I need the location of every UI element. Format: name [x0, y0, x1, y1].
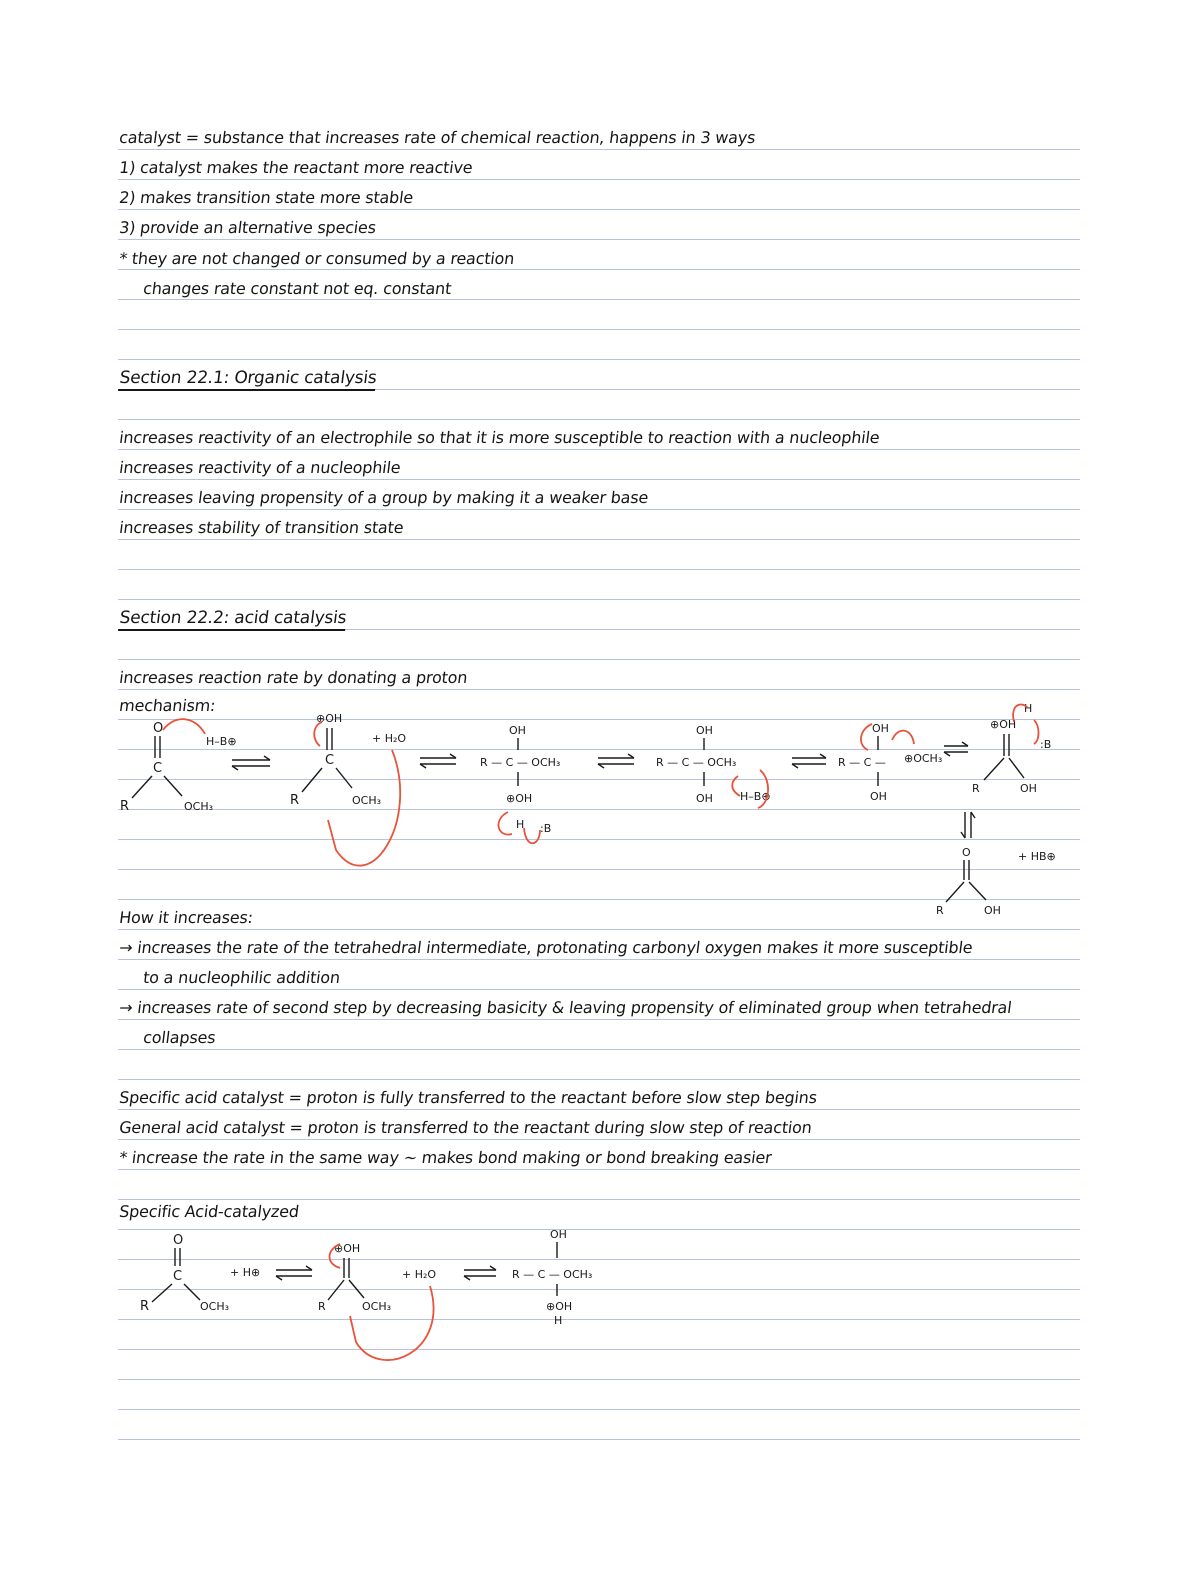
- hydroxyl-label: OH: [984, 904, 1001, 917]
- carbonyl-carbon: C: [325, 753, 335, 768]
- equilibrium-arrow-icon: [792, 754, 826, 768]
- curved-arrow-icon: [1034, 720, 1039, 744]
- curved-arrow-icon: [163, 719, 205, 734]
- rule-line: [118, 509, 1080, 510]
- way-3: 3) provide an alternative species: [118, 218, 378, 237]
- base-label: :B: [1040, 738, 1052, 751]
- hydrogen-label: H: [1024, 702, 1033, 715]
- way-2: 2) makes transition state more stable: [118, 188, 415, 207]
- oxonium-oh: ⊕OH: [506, 792, 533, 805]
- how-point-2a: → increases rate of second step by decreasing basicity & leaving propensity of eliminated group when tetrahedral: [118, 998, 1013, 1017]
- rule-line: [118, 569, 1080, 570]
- rule-line: [118, 269, 1080, 270]
- carbonyl-oxygen: O: [173, 1233, 184, 1248]
- r-c: R — C —: [838, 756, 886, 769]
- acid-hb: H–B⊕: [740, 790, 771, 803]
- carbonyl-oxygen: O: [153, 721, 164, 736]
- rule-line: [118, 209, 1080, 210]
- curved-arrow-icon: [892, 731, 914, 744]
- r-group: R: [120, 799, 130, 814]
- rule-line: [118, 149, 1080, 150]
- s221-line-4: increases stability of transition state: [118, 518, 405, 537]
- note-rate-constant: changes rate constant not eq. constant: [142, 279, 453, 298]
- r-group: R: [290, 793, 300, 808]
- hydroxyl-label: OH: [696, 724, 713, 737]
- methoxy-group: OCH₃: [184, 800, 214, 813]
- curved-arrow-icon: [732, 776, 740, 796]
- mechanism-label: mechanism:: [118, 696, 217, 715]
- hydroxyl-label: OH: [1020, 782, 1037, 795]
- rule-line: [118, 479, 1080, 480]
- rule-line: [118, 449, 1080, 450]
- leaving-group-intermediate: [838, 722, 942, 803]
- protonated-oxygen: ⊕OH: [990, 718, 1017, 731]
- specific-acid-mechanism: [0, 1222, 1200, 1372]
- rule-line: [118, 599, 1080, 600]
- rule-line: [118, 1139, 1080, 1140]
- protonated-oxygen: ⊕OH: [316, 712, 343, 725]
- specific-acid-definition: Specific acid catalyst = proton is fully transferred to the reactant before slow step begins: [118, 1088, 819, 1107]
- r-group: R: [140, 1299, 150, 1314]
- plus-water: + H₂O: [402, 1268, 437, 1281]
- hydroxyl-label: OH: [550, 1228, 567, 1241]
- s221-line-2: increases reactivity of a nucleophile: [118, 458, 402, 477]
- oxonium-oh: ⊕OH: [546, 1300, 573, 1313]
- curved-arrow-icon: [524, 828, 540, 843]
- ester-molecule: [120, 719, 237, 814]
- r-c-och3: R — C — OCH₃: [656, 756, 737, 769]
- rule-line: [118, 1019, 1080, 1020]
- rule-line: [118, 1379, 1080, 1380]
- hydroxyl-label: OH: [872, 722, 889, 735]
- regenerated-acid: + HB⊕: [1018, 850, 1056, 863]
- way-1: 1) catalyst makes the reactant more reactive: [118, 158, 474, 177]
- rule-line: [118, 689, 1080, 690]
- rule-line: [118, 419, 1080, 420]
- acid-catalysis-mechanism: [0, 700, 1200, 920]
- section-22-2-heading: Section 22.2: acid catalysis: [118, 608, 348, 631]
- rule-line: [118, 659, 1080, 660]
- r-group: R: [972, 782, 980, 795]
- plus-proton: + H⊕: [230, 1266, 261, 1279]
- rule-line: [118, 929, 1080, 930]
- note-not-consumed: * they are not changed or consumed by a reaction: [118, 249, 516, 268]
- hydroxyl-label: OH: [696, 792, 713, 805]
- r-group: R: [318, 1300, 326, 1313]
- s221-line-1: increases reactivity of an electrophile so that it is more susceptible to reaction with a nucleophile: [118, 428, 881, 447]
- protonated-ester: [318, 1242, 436, 1360]
- how-point-1a: → increases the rate of the tetrahedral intermediate, protonating carbonyl oxygen makes it more susceptible: [118, 938, 974, 957]
- rule-line: [118, 1049, 1080, 1050]
- carbonyl-carbon: C: [153, 761, 163, 776]
- protonated-ester: [290, 712, 406, 866]
- rule-line: [118, 959, 1080, 960]
- section-22-1-heading: Section 22.1: Organic catalysis: [118, 368, 378, 391]
- rule-line: [118, 329, 1080, 330]
- rule-line: [118, 989, 1080, 990]
- curved-arrow-icon: [314, 722, 322, 746]
- methoxy-group: OCH₃: [200, 1300, 230, 1313]
- how-point-2b: collapses: [142, 1028, 217, 1047]
- specific-acid-heading: Specific Acid-catalyzed: [118, 1202, 301, 1221]
- rule-line: [118, 539, 1080, 540]
- hydroxyl-label: OH: [870, 790, 887, 803]
- base-label: :B: [540, 822, 552, 835]
- protonated-oxygen: ⊕OH: [334, 1242, 361, 1255]
- rule-line: [118, 359, 1080, 360]
- how-point-1b: to a nucleophilic addition: [142, 968, 342, 987]
- acid-hb: H–B⊕: [206, 735, 237, 748]
- general-acid-definition: General acid catalyst = proton is transferred to the reactant during slow step of reaction: [118, 1118, 813, 1137]
- protonated-acid: [972, 702, 1051, 795]
- rule-line: [118, 239, 1080, 240]
- carboxylic-acid-product: [936, 846, 1056, 917]
- methoxy-group: OCH₃: [352, 794, 382, 807]
- rule-line: [118, 299, 1080, 300]
- hydrogen-label: H: [516, 818, 525, 831]
- s222-line-1: increases reaction rate by donating a proton: [118, 668, 469, 687]
- equilibrium-arrow-icon: [276, 1266, 312, 1280]
- rule-line: [118, 179, 1080, 180]
- rule-line: [118, 1409, 1080, 1410]
- equilibrium-arrow-icon: [961, 812, 975, 838]
- rule-line: [118, 1169, 1080, 1170]
- s221-line-3: increases leaving propensity of a group by making it a weaker base: [118, 488, 650, 507]
- tetrahedral-intermediate: [480, 724, 560, 843]
- plus-water: + H₂O: [372, 732, 407, 745]
- rule-line: [118, 1079, 1080, 1080]
- both-increase-note: * increase the rate in the same way ~ makes bond making or bond breaking easier: [118, 1148, 773, 1167]
- catalyst-definition: catalyst = substance that increases rate of chemical reaction, happens in 3 ways: [118, 128, 757, 147]
- curved-arrow-icon: [861, 724, 872, 750]
- r-group: R: [936, 904, 944, 917]
- equilibrium-arrow-icon: [598, 754, 634, 768]
- equilibrium-arrow-icon: [232, 756, 270, 770]
- hydrogen-label: H: [554, 1314, 563, 1327]
- curved-arrow-icon: [498, 812, 512, 835]
- how-it-increases-label: How it increases:: [118, 908, 255, 927]
- equilibrium-arrow-icon: [464, 1266, 496, 1280]
- carbonyl-carbon: C: [173, 1269, 183, 1284]
- methoxy-group: OCH₃: [362, 1300, 392, 1313]
- curved-arrow-icon: [328, 750, 400, 866]
- rule-line: [118, 1199, 1080, 1200]
- ester-molecule: [140, 1233, 260, 1314]
- equilibrium-arrow-icon: [944, 742, 968, 756]
- r-c-och3: R — C — OCH₃: [512, 1268, 593, 1281]
- neutral-tetrahedral: [656, 724, 771, 808]
- rule-line: [118, 1109, 1080, 1110]
- methanol-leaving-group: ⊕OCH₃: [904, 752, 943, 765]
- tetrahedral-intermediate: [512, 1228, 592, 1327]
- r-c-och3: R — C — OCH₃: [480, 756, 561, 769]
- hydroxyl-label: OH: [509, 724, 526, 737]
- equilibrium-arrow-icon: [420, 754, 456, 768]
- carbonyl-oxygen: O: [962, 846, 971, 859]
- rule-line: [118, 1439, 1080, 1440]
